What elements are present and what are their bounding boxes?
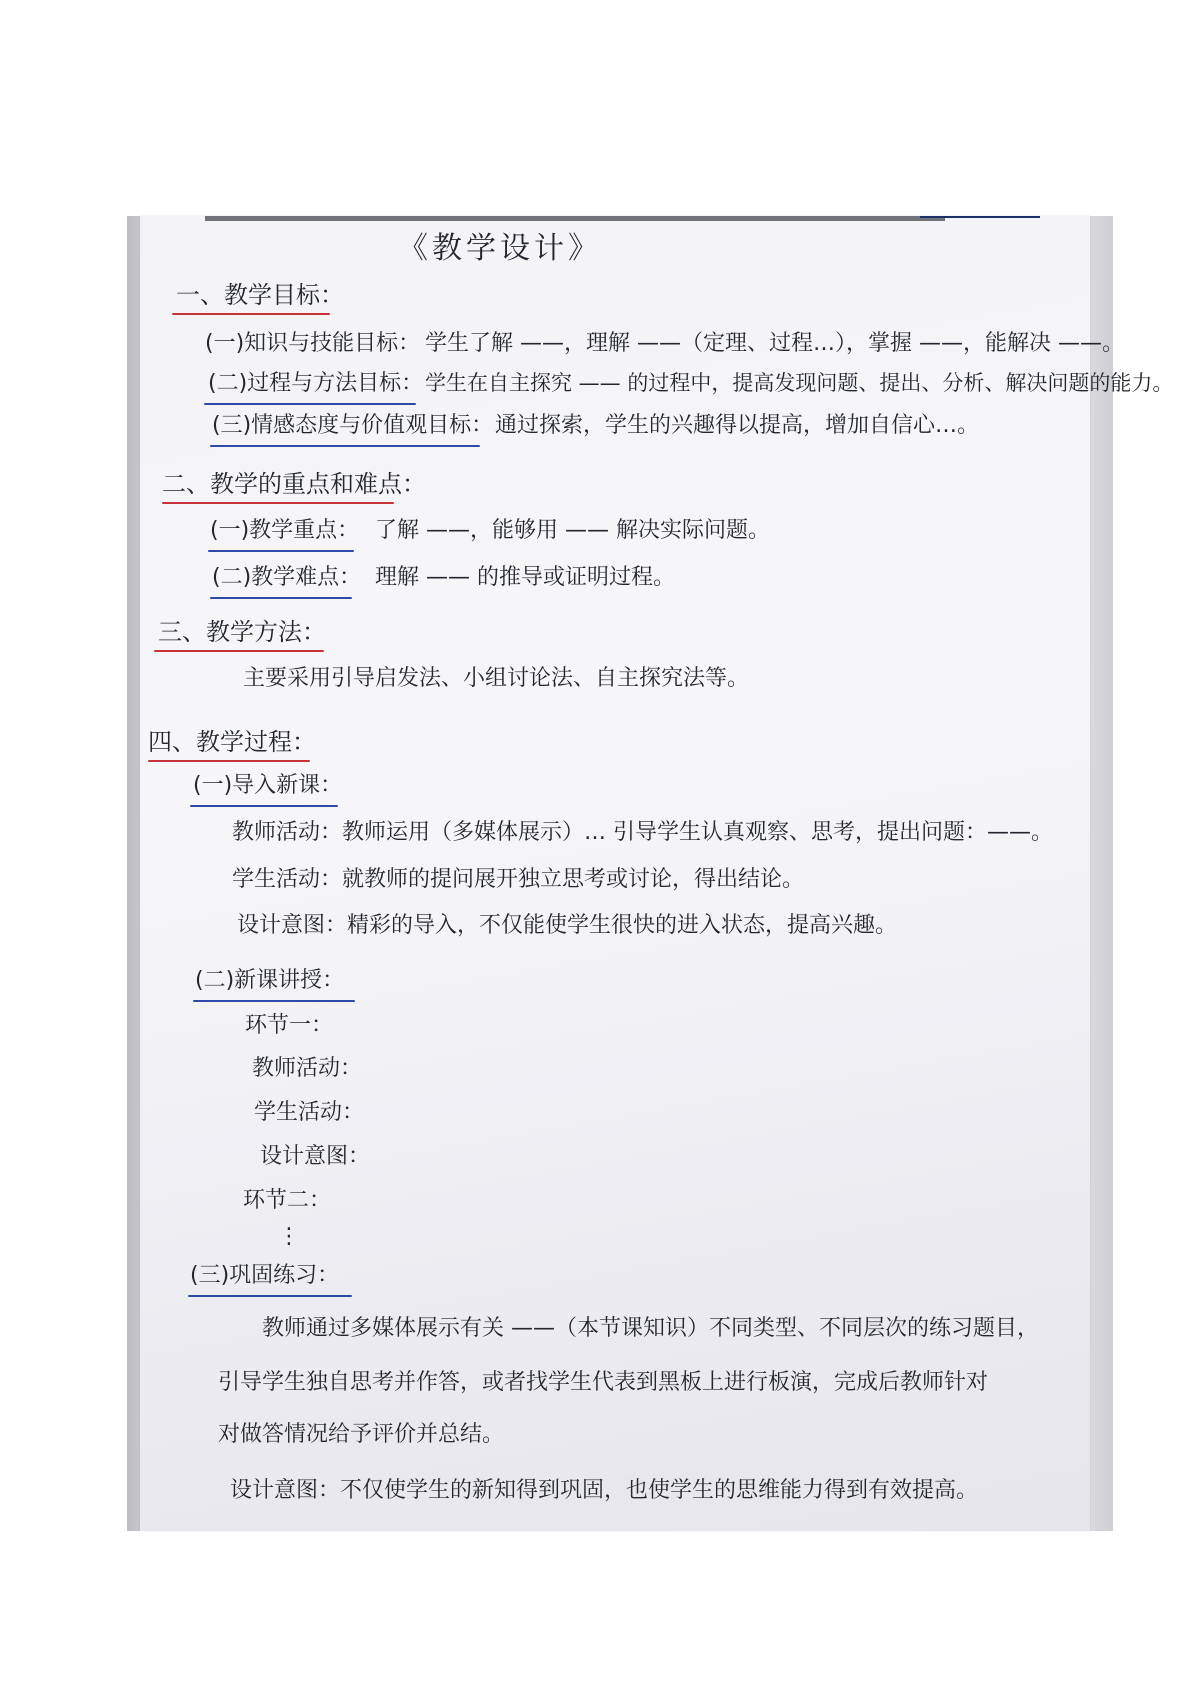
s4-sub3-underline	[188, 1295, 352, 1297]
s2-item-2-label: (二)教学难点：	[212, 565, 362, 590]
s2-item-2-text: 理解 —— 的推导或证明过程。	[375, 565, 675, 590]
section-1-underline	[172, 313, 330, 315]
s4-sub2-heading: (二)新课讲授：	[195, 968, 345, 993]
s4-sub1-line-2: 学生活动：就教师的提问展开独立思考或讨论，得出结论。	[232, 867, 805, 892]
s4-sub2-line-6: ⋮	[278, 1224, 300, 1249]
s2-item-1-text: 了解 ——，能够用 —— 解决实际问题。	[375, 518, 770, 543]
s1-item-3-label: (三)情感态度与价值观目标：	[212, 413, 494, 438]
s3-text: 主要采用引导启发法、小组讨论法、自主探究法等。	[243, 666, 750, 691]
s1-item-2-underline	[204, 403, 416, 405]
s4-sub3-line-3: 对做答情况给予评价并总结。	[218, 1422, 505, 1447]
s4-sub2-line-4: 设计意图：	[260, 1144, 371, 1169]
section-4-heading: 四、教学过程：	[148, 728, 316, 756]
paper-top-edge	[205, 216, 945, 221]
section-3-underline	[154, 650, 324, 652]
s4-sub2-underline	[193, 1000, 355, 1002]
section-2-underline	[162, 502, 394, 504]
s4-sub3-line-1: 教师通过多媒体展示有关 ——（本节课知识）不同类型、不同层次的练习题目，	[262, 1316, 1039, 1341]
s4-sub3-line-4: 设计意图：不仅使学生的新知得到巩固，也使学生的思维能力得到有效提高。	[230, 1478, 979, 1503]
s4-sub2-line-2: 教师活动：	[252, 1056, 363, 1081]
s2-item-2-underline	[210, 597, 352, 599]
s4-sub1-line-3: 设计意图：精彩的导入，不仅能使学生很快的进入状态，提高兴趣。	[237, 913, 898, 938]
s1-item-3-text: 通过探索，学生的兴趣得以提高，增加自信心…。	[495, 413, 980, 438]
page-title: 《教学设计》	[398, 231, 602, 266]
s4-sub2-line-5: 环节二：	[243, 1188, 332, 1213]
paper-top-edge-right	[920, 216, 1040, 218]
s1-item-1-label: (一)知识与技能目标：	[205, 331, 421, 356]
section-2-heading: 二、教学的重点和难点：	[162, 470, 426, 498]
s1-item-1-text: 学生了解 ——，理解 ——（定理、过程…），掌握 ——，能解决 ——。	[425, 331, 1124, 356]
s4-sub1-heading: (一)导入新课：	[193, 773, 343, 798]
s4-sub3-heading: (三)巩固练习：	[190, 1263, 340, 1288]
s4-sub2-line-1: 环节一：	[245, 1013, 334, 1038]
s4-sub1-line-1: 教师活动：教师运用（多媒体展示）… 引导学生认真观察、思考，提出问题：——。	[232, 820, 1053, 845]
s4-sub1-underline	[190, 805, 338, 807]
s2-item-1-underline	[208, 550, 354, 552]
s1-item-3-underline	[210, 445, 480, 447]
section-1-heading: 一、教学目标：	[176, 281, 344, 309]
section-4-underline	[148, 760, 310, 762]
s1-item-2-label: (二)过程与方法目标：	[208, 371, 424, 396]
s4-sub3-line-2: 引导学生独自思考并作答，或者找学生代表到黑板上进行板演，完成后教师针对	[218, 1370, 989, 1395]
section-3-heading: 三、教学方法：	[158, 618, 326, 646]
s2-item-1-label: (一)教学重点：	[210, 518, 360, 543]
s1-item-2-text: 学生在自主探究 —— 的过程中，提高发现问题、提出、分析、解决问题的能力。	[425, 371, 1174, 395]
s4-sub2-line-3: 学生活动：	[254, 1100, 365, 1125]
